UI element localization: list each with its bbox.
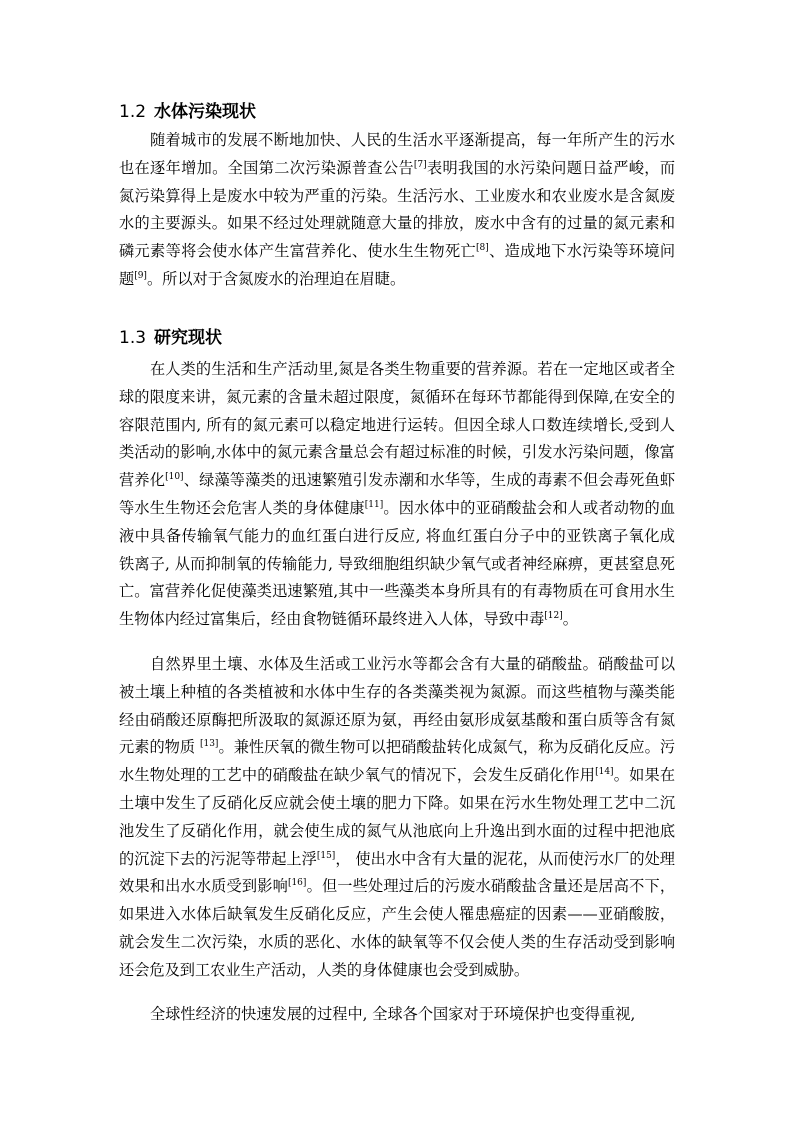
paragraph-text: 。 bbox=[562, 610, 578, 629]
paragraph-text: 、造成地下水污染等环境问题 bbox=[119, 242, 676, 288]
citation-superscript: [14] bbox=[595, 767, 614, 778]
section-title: 研究现状 bbox=[154, 328, 223, 348]
paragraph-text: 。因水体中的亚硝酸盐会和人或者动物的血液中具备传输氧气能力的血红蛋白进行反应, 将血红蛋白分子中的亚铁离子氧化成铁离子, 从而抑制氧的传输能力, 导致细胞组织缺少氧气或者神经麻痹，更甚窒息死亡。富营养化促使藻类迅速繁殖,其中一些藻类本身所具有的有毒物质在可食用水生生物体内经过富集后，经由食物链循环最终进入人体，导致中毒 bbox=[119, 498, 676, 629]
citation-superscript: [10] bbox=[165, 472, 184, 483]
citation-superscript: [16] bbox=[287, 878, 307, 889]
paragraph-text: 。但一些处理过后的污废水硝酸盐含量还是居高不下，如果进入水体后缺氧发生反硝化反应，产生会使人罹患癌症的因素——亚硝酸胺，就会发生二次污染，水质的恶化、水体的缺氧等不仅会使人类的生存活动受到影响还会危及到工农业生产活动，人类的身体健康也会受到威胁。 bbox=[119, 877, 676, 979]
citation-superscript: [15] bbox=[316, 850, 336, 861]
citation-superscript: [11] bbox=[364, 499, 384, 510]
citation-superscript: [13] bbox=[199, 739, 219, 750]
paragraph-text: 在人类的生活和生产活动里,氮是各类生物重要的营养源。若在一定地区或者全球的限度来讲，氮元素的含量未超过限度，氮循环在每环节都能得到保障,在安全的容限范围内, 所有的氮元素可以稳定地进行运转。但因全球人口数连续增长,受到人类活动的影响,水体中的氮元素含量总会有超过标准的时候，引发水污染问题，像富营养化 bbox=[119, 360, 675, 490]
section-number: 1.2 bbox=[119, 102, 147, 122]
section-title: 水体污染现状 bbox=[154, 102, 257, 122]
paragraph bbox=[119, 651, 675, 985]
paragraph bbox=[119, 127, 675, 294]
paragraph-text: 随着城市的发展不断地加快、人民的生活水平逐渐提高，每一年所产生的污水也在逐年增加。全国第二次污染源普查公告 bbox=[119, 131, 675, 177]
paragraph-text: 。所以对于含氮废水的治理迫在眉睫。 bbox=[146, 269, 406, 288]
paragraph-text: 表明我国的水污染问题日益严峻，而氮污染算得上是废水中较为严重的污染。生活污水、工业废水和农业废水是含氮废水的主要源头。如果不经过处理就随意大量的排放，废水中含有的过量的氮元素和磷元素等将会使水体产生富营养化、使水生生物死亡 bbox=[119, 158, 676, 261]
paragraph-text: 全球性经济的快速发展的过程中, 全球各个国家对于环境保护也变得重视, bbox=[150, 1005, 636, 1023]
paragraph-text: 。兼性厌氧的微生物可以把硝酸盐转化成氮气，称为反硝化反应。污水生物处理的工艺中的硝酸盐在缺少氧气的情况下，会发生反硝化作用 bbox=[119, 738, 675, 785]
citation-superscript: [12] bbox=[544, 611, 563, 622]
paragraph-text: ， 使出水中含有大量的泥花，从而使污水厂的处理效果和出水水质受到影响 bbox=[119, 849, 675, 896]
paragraph-text: 。如果在土壤中发生了反硝化反应就会使土壤的肥力下降。如果在污水生物处理工艺中二沉池发生了反硝化作用，就会使生成的氮气从池底向上升逸出到水面的过程中把池底的沉淀下去的污泥等带起上浮 bbox=[119, 766, 676, 868]
paragraph-text: 自然界里土壤、水体及生活或工业污水等都会含有大量的硝酸盐。硝酸盐可以被土壤上种植的各类植被和水体中生存的各类藻类视为氮源。而这些植物与藻类能经由硝酸还原酶把所汲取的氮源还原为氨，再经由氨形成氨基酸和蛋白质等含有氮元素的物质 bbox=[119, 655, 675, 757]
section-number: 1.3 bbox=[119, 328, 147, 348]
paragraph-text: 、绿藻等藻类的迅速繁殖引发赤潮和水华等，生成的毒素不但会毒死鱼虾等水生生物还会危害人类的身体健康 bbox=[119, 471, 676, 517]
citation-superscript: [8] bbox=[476, 243, 489, 254]
citation-superscript: [7] bbox=[413, 159, 427, 170]
citation-superscript: [9] bbox=[134, 270, 147, 281]
paragraph bbox=[119, 356, 675, 634]
section-heading-1-3 bbox=[119, 327, 222, 349]
paragraph bbox=[119, 1001, 675, 1029]
section-heading-1-2 bbox=[119, 101, 256, 123]
